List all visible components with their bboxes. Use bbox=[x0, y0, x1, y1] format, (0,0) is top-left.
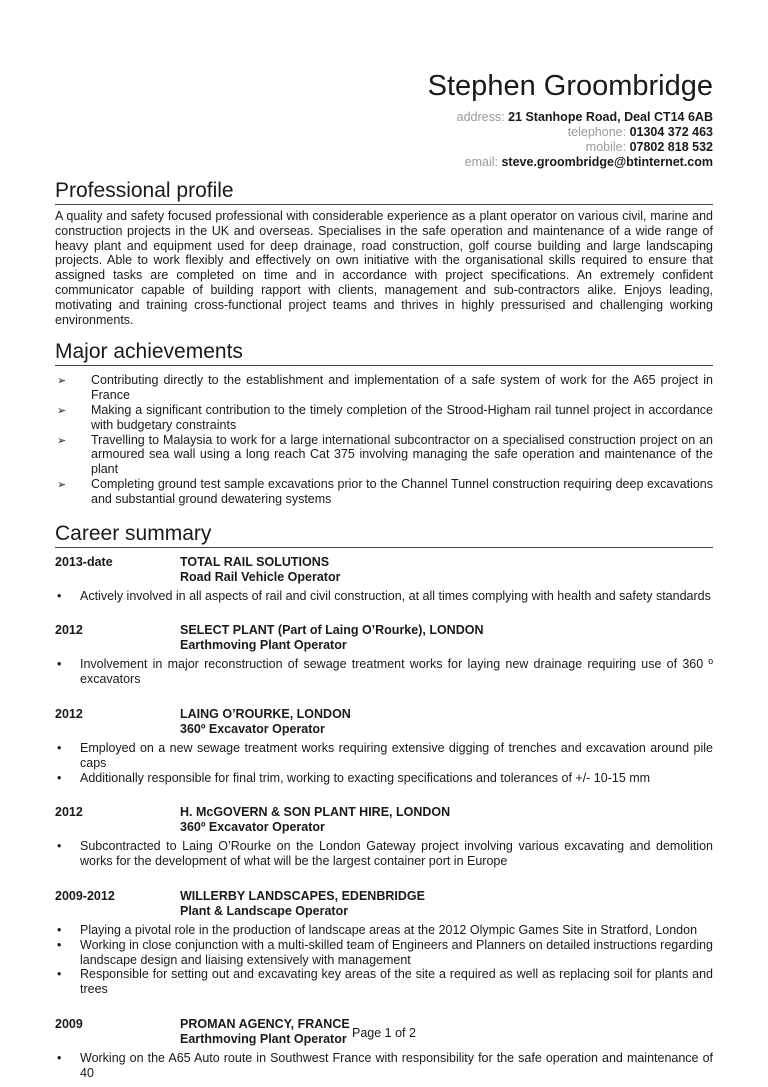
achievement-text: Completing ground test sample excavations prior to the Channel Tunnel construction requiring deep excavations and substantial ground dewatering systems bbox=[91, 476, 713, 506]
entry-bullet-list bbox=[55, 1051, 713, 1081]
cv-content bbox=[0, 72, 768, 1081]
achievements-list bbox=[55, 373, 713, 506]
entry-bullet-text: Involvement in major reconstruction of sewage treatment works for laying new drainage requiring use of 360 º excavators bbox=[80, 657, 713, 687]
entry-bullet-list bbox=[55, 589, 713, 604]
entry-org-block bbox=[180, 555, 340, 585]
professional-profile-text: A quality and safety focused professional with considerable experience as a plant operator on various civil, marine and construction projects in the UK and overseas. Specialises in the safe operation and maintenance of a wide range of heavy plant and equipment used for deep drainage, road construction, golf course building and large landscaping projects. Able to work flexibly and effectively on own initiative with the organisational skills required to ensure that assigned tasks are completed on time and in accordance with project specifications. An extremely confident communicator capable of building rapport with clients, management and sub-contractors alike. Enjoys leading, motivating and training cross-functional project teams and thrives in highly pressurised and challenging working environments. bbox=[55, 209, 713, 327]
entry-role: Earthmoving Plant Operator bbox=[180, 638, 347, 653]
contact-mobile bbox=[55, 140, 713, 155]
entry-bullet-text: Working in close conjunction with a multi-skilled team of Engineers and Planners on detailed instructions regarding landscape design and liaising extensively with management bbox=[80, 937, 713, 967]
dot-bullet-icon: • bbox=[57, 839, 62, 854]
entry-header bbox=[55, 555, 713, 585]
entry-role: Road Rail Vehicle Operator bbox=[180, 569, 341, 584]
contact-telephone bbox=[55, 125, 713, 140]
arrow-bullet-icon: ➢ bbox=[57, 478, 67, 491]
dot-bullet-icon: • bbox=[57, 657, 62, 672]
entry-org-block bbox=[180, 805, 450, 835]
section-career-summary bbox=[55, 523, 713, 1081]
arrow-bullet-icon: ➢ bbox=[57, 404, 67, 417]
entry-bullet bbox=[55, 967, 713, 997]
entry-org-block bbox=[180, 707, 351, 737]
entry-bullet-list bbox=[55, 657, 713, 687]
entry-bullet-list bbox=[55, 741, 713, 785]
entry-bullet-text: Employed on a new sewage treatment works requiring extensive digging of trenches and excavation around pile caps bbox=[80, 740, 713, 770]
candidate-name: Stephen Groombridge bbox=[427, 70, 713, 102]
entry-dates: 2009-2012 bbox=[55, 888, 115, 903]
contact-email bbox=[55, 155, 713, 170]
entry-bullet bbox=[55, 938, 713, 968]
contact-mobile-label: mobile: bbox=[585, 140, 627, 154]
achievement-item bbox=[55, 403, 713, 433]
entry-role: Plant & Landscape Operator bbox=[180, 903, 349, 918]
entry-bullet-text: Additionally responsible for final trim, working to exacting specifications and tolerances of +/- 10-15 mm bbox=[80, 770, 651, 785]
entry-role: 360º Excavator Operator bbox=[180, 721, 325, 736]
entry-bullet bbox=[55, 839, 713, 869]
professional-profile-heading: Professional profile bbox=[55, 180, 713, 205]
career-entries bbox=[55, 555, 713, 1081]
dot-bullet-icon: • bbox=[57, 740, 62, 755]
entry-dates: 2012 bbox=[55, 706, 83, 721]
career-entry-willerby bbox=[55, 889, 713, 997]
entry-bullet-text: Actively involved in all aspects of rail and civil construction, at all times complying with health and safety standards bbox=[80, 588, 711, 603]
entry-bullet-text: Responsible for setting out and excavating key areas of the site a required as well as replacing soil for plants and trees bbox=[80, 967, 713, 997]
entry-company: TOTAL RAIL SOLUTIONS bbox=[180, 554, 330, 569]
achievement-text: Contributing directly to the establishment and implementation of a safe system of work for the A65 project in France bbox=[91, 373, 713, 403]
arrow-bullet-icon: ➢ bbox=[57, 375, 67, 388]
dot-bullet-icon: • bbox=[57, 967, 62, 982]
entry-dates: 2013-date bbox=[55, 554, 113, 569]
entry-bullet bbox=[55, 1051, 713, 1081]
section-professional-profile bbox=[55, 180, 713, 327]
entry-bullet bbox=[55, 923, 713, 938]
contact-address-label: address: bbox=[456, 110, 505, 124]
entry-dates: 2012 bbox=[55, 805, 83, 820]
entry-bullet bbox=[55, 589, 713, 604]
career-summary-heading: Career summary bbox=[55, 523, 713, 548]
entry-org-block bbox=[180, 889, 425, 919]
contact-email-value: steve.groombridge@btinternet.com bbox=[501, 155, 713, 169]
achievement-item bbox=[55, 477, 713, 507]
entry-bullet bbox=[55, 657, 713, 687]
dot-bullet-icon: • bbox=[57, 770, 62, 785]
career-entry-total-rail bbox=[55, 555, 713, 604]
entry-role: 360º Excavator Operator bbox=[180, 820, 325, 835]
section-major-achievements bbox=[55, 341, 713, 506]
contact-address bbox=[55, 110, 713, 125]
dot-bullet-icon: • bbox=[57, 937, 62, 952]
dot-bullet-icon: • bbox=[57, 922, 62, 937]
entry-bullet-text: Playing a pivotal role in the production of landscape areas at the 2012 Olympic Games Site in Stratford, London bbox=[80, 922, 698, 937]
entry-header bbox=[55, 805, 713, 835]
career-entry-mcgovern bbox=[55, 805, 713, 869]
entry-role: Earthmoving Plant Operator bbox=[180, 1031, 347, 1046]
achievement-text: Travelling to Malaysia to work for a large international subcontractor on a specialised construction project on an armoured sea wall using a long reach Cat 375 involving managing the safe operation and maintenance of the plant bbox=[91, 432, 713, 477]
entry-header bbox=[55, 707, 713, 737]
major-achievements-heading: Major achievements bbox=[55, 341, 713, 366]
contact-mobile-value: 07802 818 532 bbox=[629, 140, 713, 154]
entry-bullet-list bbox=[55, 923, 713, 997]
entry-company: LAING O’ROURKE, LONDON bbox=[180, 706, 351, 721]
entry-company: WILLERBY LANDSCAPES, EDENBRIDGE bbox=[180, 888, 425, 903]
career-entry-select-plant bbox=[55, 623, 713, 687]
dot-bullet-icon: • bbox=[57, 588, 62, 603]
entry-company: PROMAN AGENCY, FRANCE bbox=[180, 1016, 350, 1031]
entry-dates: 2012 bbox=[55, 623, 83, 638]
entry-company: H. McGOVERN & SON PLANT HIRE, LONDON bbox=[180, 805, 451, 820]
contact-email-label: email: bbox=[464, 155, 498, 169]
entry-bullet-text: Subcontracted to Laing O’Rourke on the London Gateway project involving various excavating and demolition works for the development of what will be the largest container port in Europe bbox=[80, 839, 713, 869]
arrow-bullet-icon: ➢ bbox=[57, 434, 67, 447]
achievement-item bbox=[55, 433, 713, 477]
entry-header bbox=[55, 623, 713, 653]
achievement-text: Making a significant contribution to the timely completion of the Strood-Higham rail tunnel project in accordance with budgetary constraints bbox=[91, 402, 713, 432]
entry-bullet-text: Working on the A65 Auto route in Southwest France with responsibility for the safe operation and maintenance of 40 bbox=[80, 1050, 713, 1080]
entry-org-block bbox=[180, 623, 483, 653]
contact-telephone-label: telephone: bbox=[567, 125, 627, 139]
entry-bullet-list bbox=[55, 839, 713, 869]
entry-bullet bbox=[55, 771, 713, 786]
contact-block bbox=[55, 110, 713, 170]
contact-telephone-value: 01304 372 463 bbox=[629, 125, 713, 139]
dot-bullet-icon: • bbox=[57, 1050, 62, 1065]
page-indicator: Page 1 of 2 bbox=[352, 1026, 416, 1040]
achievement-item bbox=[55, 373, 713, 403]
entry-header bbox=[55, 889, 713, 919]
contact-address-value: 21 Stanhope Road, Deal CT14 6AB bbox=[508, 110, 713, 124]
entry-bullet bbox=[55, 741, 713, 771]
career-entry-laing-orourke bbox=[55, 707, 713, 785]
entry-dates: 2009 bbox=[55, 1016, 83, 1031]
entry-company: SELECT PLANT (Part of Laing O’Rourke), LONDON bbox=[180, 623, 484, 638]
